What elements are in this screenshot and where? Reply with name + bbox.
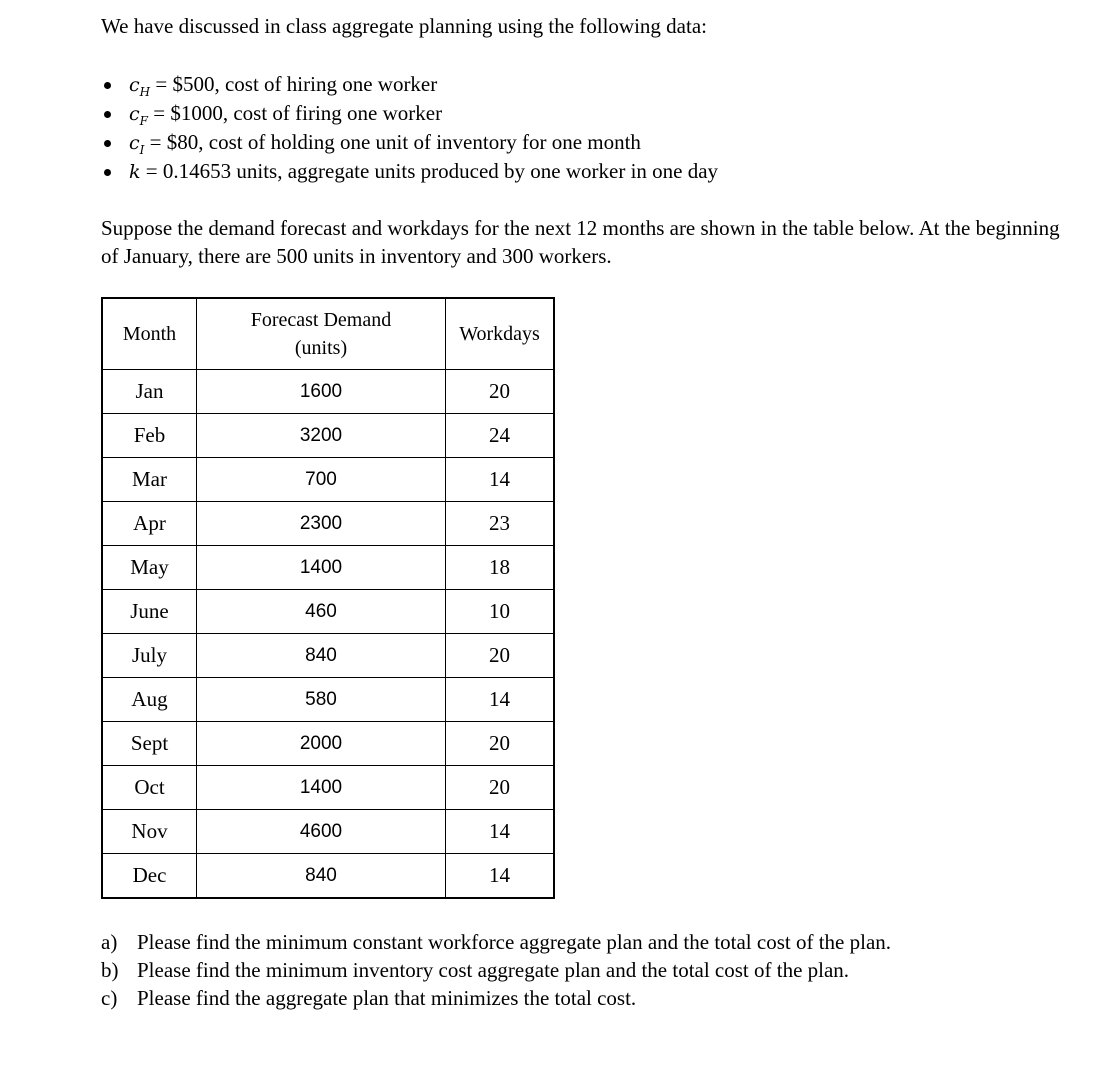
workdays-cell: 20	[446, 370, 555, 414]
workdays-cell: 14	[446, 810, 555, 854]
parameter-desc: cost of firing one worker	[228, 101, 443, 125]
workdays-cell: 20	[446, 766, 555, 810]
table-row	[102, 546, 554, 590]
parameter-desc: cost of hiring one worker	[219, 72, 438, 96]
demand-cell: 460	[197, 590, 446, 634]
parameter-value: = $1000,	[147, 101, 229, 125]
workdays-cell: 14	[446, 458, 555, 502]
intro-text: We have discussed in class aggregate planning using the following data:	[101, 14, 707, 38]
month-cell: Sept	[102, 722, 197, 766]
parameter-symbol: $c_H$	[129, 74, 151, 99]
demand-cell: 1400	[197, 546, 446, 590]
month-cell: Dec	[102, 854, 197, 899]
parameter-symbol: k	[129, 161, 141, 183]
table-row	[102, 854, 554, 899]
header-month: Month	[102, 298, 197, 370]
month-cell: Feb	[102, 414, 197, 458]
parameter-item	[101, 99, 718, 128]
bullet-icon	[104, 82, 111, 89]
month-cell: Oct	[102, 766, 197, 810]
table-row	[102, 458, 554, 502]
problem-paragraph: Suppose the demand forecast and workdays for the next 12 months are shown in the table below. At the beginning of January, there are 500 units in inventory and 300 workers.	[101, 216, 1060, 268]
demand-cell: 4600	[197, 810, 446, 854]
parameter-symbol: $c_I$	[129, 132, 145, 157]
demand-cell: 700	[197, 458, 446, 502]
demand-table	[101, 297, 555, 899]
header-workdays: Workdays	[446, 298, 555, 370]
table-row	[102, 722, 554, 766]
question-item	[101, 984, 891, 1012]
workdays-cell: 14	[446, 854, 555, 899]
table-row	[102, 810, 554, 854]
table-row	[102, 502, 554, 546]
month-cell: Apr	[102, 502, 197, 546]
table-row	[102, 590, 554, 634]
parameter-item	[101, 70, 718, 99]
workdays-cell: 24	[446, 414, 555, 458]
month-cell: Nov	[102, 810, 197, 854]
bullet-icon	[104, 140, 111, 147]
bullet-icon	[104, 111, 111, 118]
question-label: a)	[101, 930, 118, 954]
month-cell: May	[102, 546, 197, 590]
table-header-row	[102, 298, 554, 370]
table-row	[102, 370, 554, 414]
parameter-item	[101, 128, 718, 157]
demand-cell: 580	[197, 678, 446, 722]
workdays-cell: 20	[446, 634, 555, 678]
question-item	[101, 956, 891, 984]
month-cell: Jan	[102, 370, 197, 414]
parameter-item	[101, 157, 718, 186]
month-cell: Mar	[102, 458, 197, 502]
demand-cell: 2300	[197, 502, 446, 546]
header-demand: Forecast Demand (units)	[197, 298, 446, 370]
parameter-desc: cost of holding one unit of inventory for one month	[203, 130, 641, 154]
parameter-desc: units, aggregate units produced by one worker in one day	[231, 159, 719, 183]
bullet-icon	[104, 169, 111, 176]
parameter-value: = $80,	[144, 130, 204, 154]
demand-cell: 2000	[197, 722, 446, 766]
month-cell: June	[102, 590, 197, 634]
workdays-cell: 20	[446, 722, 555, 766]
workdays-cell: 14	[446, 678, 555, 722]
demand-cell: 1600	[197, 370, 446, 414]
demand-cell: 3200	[197, 414, 446, 458]
question-text: Please find the aggregate plan that minimizes the total cost.	[137, 986, 637, 1010]
question-label: c)	[101, 986, 118, 1010]
workdays-cell: 10	[446, 590, 555, 634]
workdays-cell: 18	[446, 546, 555, 590]
question-text: Please find the minimum inventory cost aggregate plan and the total cost of the plan.	[137, 958, 850, 982]
question-text: Please find the minimum constant workforce aggregate plan and the total cost of the plan.	[137, 930, 892, 954]
question-item	[101, 928, 891, 956]
demand-cell: 1400	[197, 766, 446, 810]
question-list	[101, 928, 891, 1012]
question-label: b)	[101, 958, 119, 982]
parameter-value: = $500,	[150, 72, 220, 96]
parameter-symbol: $c_F$	[129, 103, 148, 128]
table-row	[102, 678, 554, 722]
table-row	[102, 634, 554, 678]
demand-cell: 840	[197, 634, 446, 678]
workdays-cell: 23	[446, 502, 555, 546]
demand-cell: 840	[197, 854, 446, 899]
month-cell: Aug	[102, 678, 197, 722]
table-row	[102, 414, 554, 458]
parameter-list	[101, 70, 718, 186]
table-row	[102, 766, 554, 810]
month-cell: July	[102, 634, 197, 678]
parameter-value: = 0.14653	[140, 159, 232, 183]
